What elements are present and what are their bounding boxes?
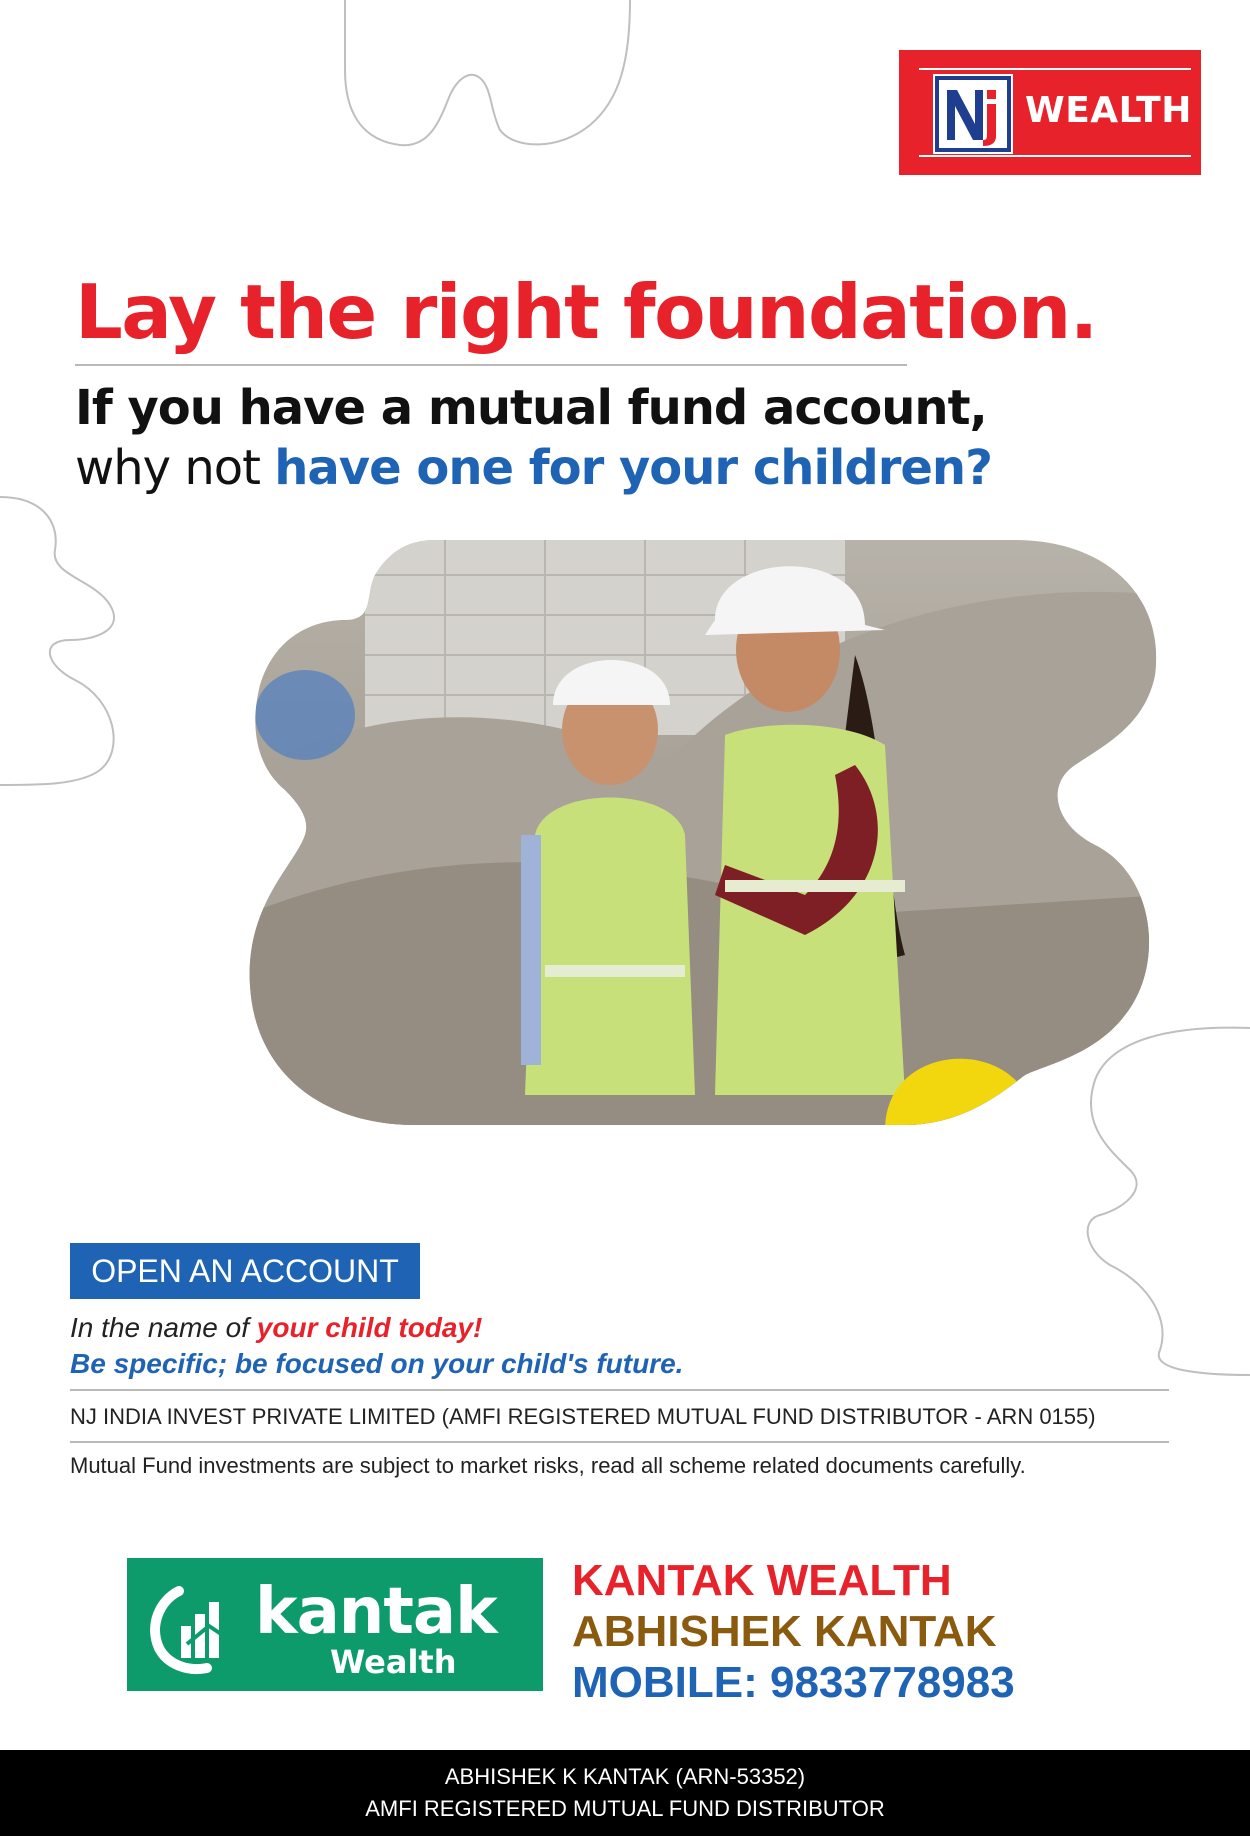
- nj-mark-icon: [933, 74, 1013, 154]
- subheadline-prefix: why not: [75, 440, 275, 496]
- headline: Lay the right foundation.: [75, 268, 1097, 356]
- cta-line1: [70, 1312, 482, 1344]
- cta-line1-highlight: your child today!: [256, 1312, 483, 1343]
- footer-line1: ABHISHEK K KANTAK (ARN-53352): [444, 1764, 806, 1789]
- logo-top-rule: [919, 68, 1191, 70]
- open-account-button[interactable]: OPEN AN ACCOUNT: [70, 1243, 420, 1299]
- children-in-hard-hats-photo: [245, 535, 1163, 1130]
- company-statement: NJ INDIA INVEST PRIVATE LIMITED (AMFI REGISTERED MUTUAL FUND DISTRIBUTOR - ARN 0155): [70, 1404, 1096, 1429]
- distributor-person: ABHISHEK KANTAK: [572, 1607, 997, 1656]
- logo-text: WEALTH: [1025, 90, 1192, 131]
- logo-bottom-rule: [919, 155, 1191, 157]
- divider: [75, 364, 907, 366]
- kantak-wealth-logo: [127, 1558, 543, 1691]
- kantak-building-icon: [149, 1576, 249, 1676]
- risk-disclaimer: Mutual Fund investments are subject to market risks, read all scheme related documents carefully.: [70, 1453, 1026, 1478]
- distributor-mobile: MOBILE: 9833778983: [572, 1658, 1015, 1707]
- footer-line2: AMFI REGISTERED MUTUAL FUND DISTRIBUTOR: [365, 1796, 885, 1821]
- kantak-logo-name: kantak: [255, 1575, 497, 1649]
- distributor-firm: KANTAK WEALTH: [572, 1556, 952, 1605]
- subheadline-highlight: have one for your children?: [274, 440, 992, 496]
- nj-wealth-logo: [899, 50, 1201, 175]
- kantak-logo-sub: Wealth: [330, 1643, 457, 1681]
- footer-bar: [0, 1750, 1250, 1836]
- subheadline-line1: If you have a mutual fund account,: [75, 380, 987, 436]
- cta-line2: Be specific; be focused on your child's future.: [70, 1348, 684, 1379]
- divider: [70, 1389, 1169, 1391]
- divider: [70, 1441, 1169, 1443]
- subheadline-line2: [75, 440, 992, 496]
- cta-line1-prefix: In the name of: [70, 1312, 257, 1343]
